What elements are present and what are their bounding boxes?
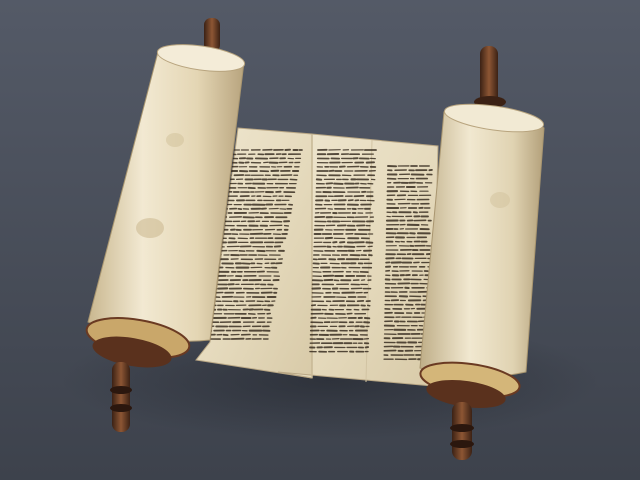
left-roller-bottom-handle (112, 362, 130, 432)
